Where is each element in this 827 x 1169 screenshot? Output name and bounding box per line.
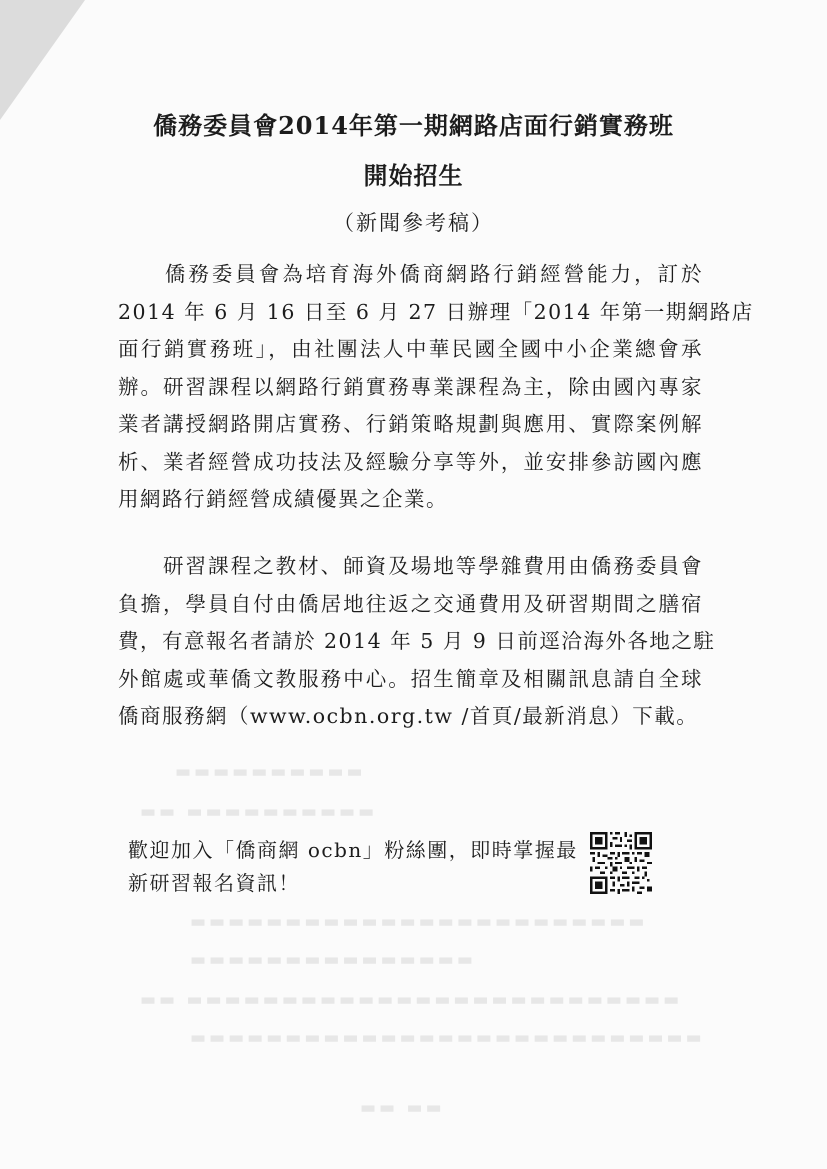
paragraph-line: 費，有意報名者請於 2014 年 5 月 9 日前逕洽海外各地之駐	[118, 629, 716, 653]
fan-note-line: 新研習報名資訊！	[128, 871, 300, 895]
fan-note-line: 歡迎加入「僑商網 ocbn」粉絲團，即時掌握最	[128, 838, 578, 862]
paragraph-line: 外館處或華僑文教服務中心。招生簡章及相關訊息請自全球	[118, 666, 703, 691]
qr-code-icon	[590, 832, 652, 894]
paragraph-line: 業者講授網路開店實務、行銷策略規劃與應用、實際案例解	[118, 412, 703, 436]
paragraph-1	[118, 256, 754, 519]
bleed-through: ▬▬ ▬▬	[360, 1098, 445, 1118]
paragraph-line: 面行銷實務班」，由社團法人中華民國全國中小企業總會承	[118, 337, 703, 361]
title-line-2: 開始招生	[363, 161, 464, 190]
bleed-through: ▬▬▬▬▬▬▬▬▬▬	[175, 762, 366, 782]
bleed-through: ▬▬▬▬▬▬▬▬▬▬▬▬▬▬▬▬▬▬▬▬▬▬▬▬▬▬▬	[190, 1028, 705, 1048]
bleed-through: ▬▬▬▬▬▬▬▬▬▬▬▬▬▬▬▬▬▬▬▬▬▬▬▬	[190, 912, 648, 932]
paragraph-line: 2014 年 6 月 16 日至 6 月 27 日辦理「2014 年第一期網路店	[118, 299, 754, 324]
paragraph-line: 用網路行銷經營成績優異之企業。	[118, 487, 448, 511]
folded-corner	[0, 0, 85, 120]
subtitle: （新聞參考稿）	[333, 211, 494, 235]
bleed-through: ▬▬ ▬▬▬▬▬▬▬▬▬▬▬▬▬▬▬▬▬▬▬▬▬▬▬▬▬▬	[140, 990, 683, 1010]
paragraph-line: 負擔，學員自付由僑居地往返之交通費用及研習期間之膳宿	[118, 591, 703, 616]
paragraph-line: 研習課程之教材、師資及場地等學雜費用由僑務委員會	[118, 554, 703, 578]
fan-page-note	[128, 834, 588, 900]
paragraph-line: 析、業者經營成功技法及經驗分享等外，並安排參訪國內應	[118, 449, 703, 474]
paragraph-2	[118, 548, 716, 736]
title-line-1: 僑務委員會2014年第一期網路店面行銷實務班	[153, 111, 674, 140]
paragraph-line: 辦。研習課程以網路行銷實務專業課程為主，除由國內專家	[118, 374, 703, 399]
paragraph-line: 僑務委員會為培育海外僑商網路行銷經營能力，訂於	[118, 262, 703, 286]
paragraph-line: 僑商服務網（www.ocbn.org.tw /首頁/最新消息）下載。	[118, 704, 699, 728]
bleed-through: ▬▬▬▬▬▬▬▬▬▬▬▬▬▬▬	[190, 950, 476, 970]
bleed-through: ▬▬ ▬▬▬▬▬▬▬▬▬▬	[140, 802, 378, 822]
